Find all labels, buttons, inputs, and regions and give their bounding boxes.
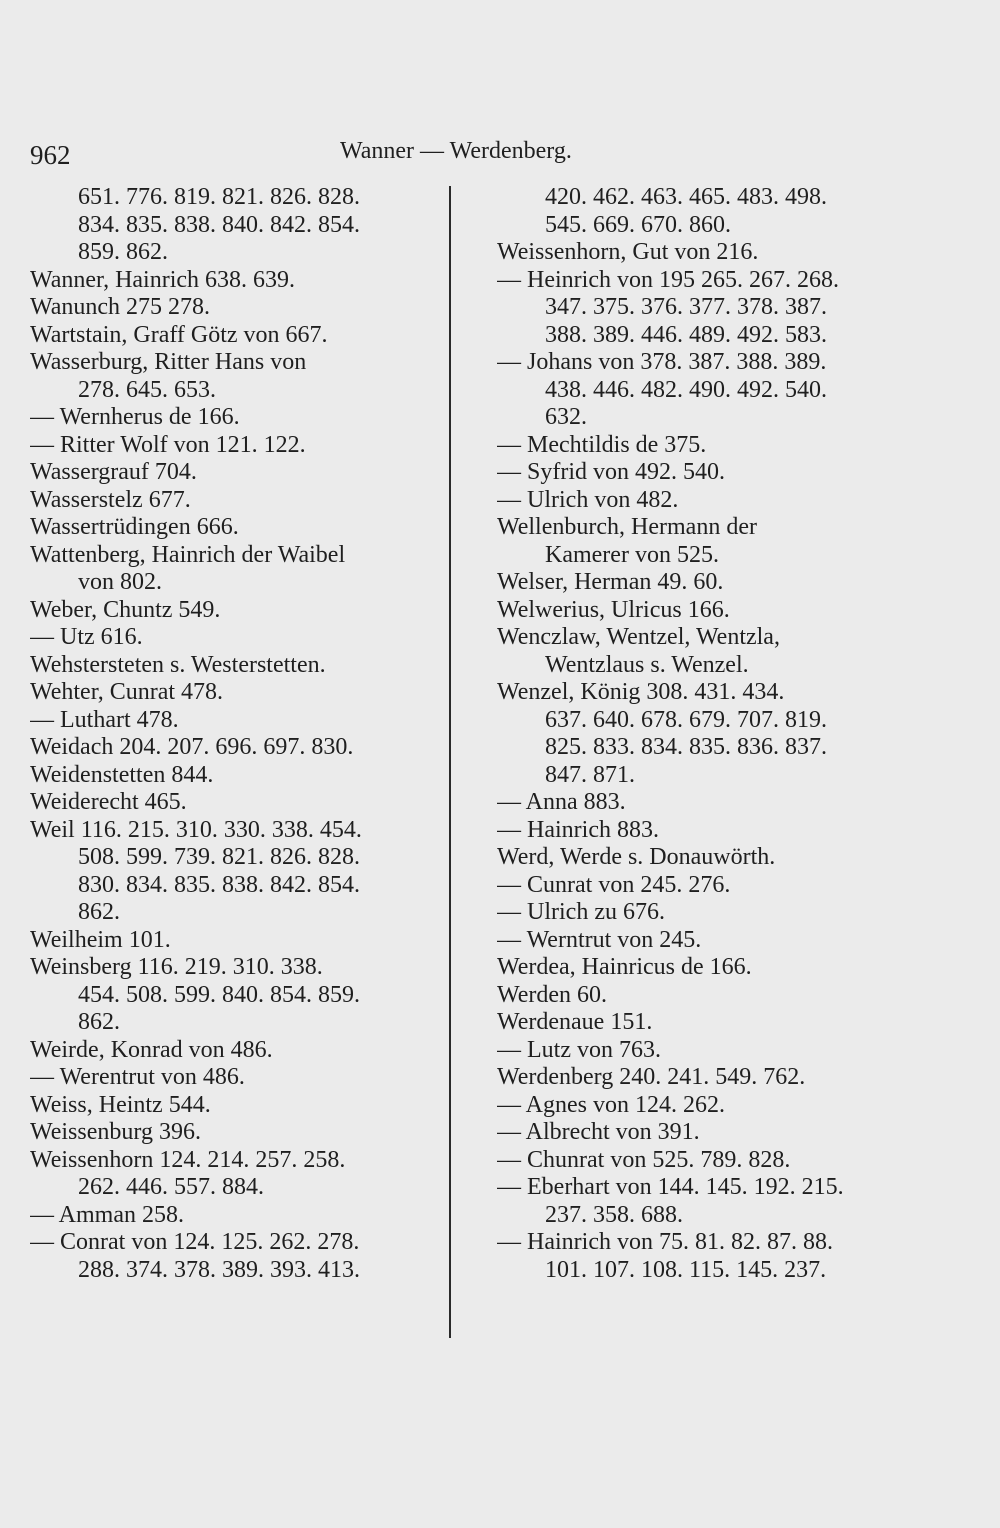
index-line: Kamerer von 525. — [545, 541, 719, 568]
index-line: Werdenaue 151. — [497, 1009, 653, 1035]
index-line: 862. — [78, 1009, 120, 1035]
index-line: Wattenberg, Hainrich der Waibel — [30, 541, 346, 568]
index-line: 347. 375. 376. 377. 378. 387. — [545, 294, 827, 320]
index-line: 101. 107. 108. 115. 145. 237. — [545, 1256, 827, 1283]
index-line: Wasserburg, Ritter Hans von — [30, 349, 307, 375]
index-line: Wassertrüdingen 666. — [30, 514, 239, 540]
index-line: — Heinrich von 195 265. 267. 268. — [497, 266, 839, 293]
index-line: Weissenhorn, Gut von 216. — [497, 239, 759, 265]
index-line: 454. 508. 599. 840. 854. 859. — [78, 981, 360, 1008]
index-line: 847. 871. — [545, 761, 635, 788]
index-line: — Ritter Wolf von 121. 122. — [30, 431, 306, 458]
index-line: Werdea, Hainricus de 166. — [497, 954, 752, 980]
index-line: Wentzlaus s. Wenzel. — [545, 651, 749, 678]
index-line: 825. 833. 834. 835. 836. 837. — [545, 734, 827, 760]
index-line: Wehter, Cunrat 478. — [30, 679, 224, 705]
index-line: von 802. — [78, 569, 162, 595]
index-line: Wenczlaw, Wentzel, Wentzla, — [497, 624, 780, 650]
right-column — [497, 184, 937, 1284]
index-line: 651. 776. 819. 821. 826. 828. — [78, 184, 360, 210]
index-line: — Luthart 478. — [30, 706, 179, 733]
index-line: 237. 358. 688. — [545, 1201, 683, 1228]
index-line: — Amman 258. — [30, 1201, 184, 1228]
index-line: Weinsberg 116. 219. 310. 338. — [30, 954, 323, 980]
running-head: Wanner — Werdenberg. — [340, 138, 572, 164]
index-line: — Utz 616. — [30, 624, 143, 650]
index-line: Werdenberg 240. 241. 549. 762. — [497, 1064, 806, 1090]
index-line: — Chunrat von 525. 789. 828. — [497, 1146, 791, 1173]
index-line: Weiss, Heintz 544. — [30, 1091, 211, 1118]
index-line: Wanunch 275 278. — [30, 294, 211, 320]
index-line: — Conrat von 124. 125. 262. 278. — [30, 1229, 360, 1255]
index-line: — Ulrich zu 676. — [497, 899, 665, 925]
index-line: 545. 669. 670. 860. — [545, 211, 731, 238]
index-line: — Cunrat von 245. 276. — [497, 871, 731, 898]
index-line: Weissenhorn 124. 214. 257. 258. — [30, 1146, 346, 1173]
index-line: 637. 640. 678. 679. 707. 819. — [545, 706, 827, 733]
index-line: Weidenstetten 844. — [30, 761, 214, 788]
index-line: — Albrecht von 391. — [497, 1119, 700, 1145]
index-line: — Ulrich von 482. — [497, 486, 679, 513]
index-line: 830. 834. 835. 838. 842. 854. — [78, 871, 360, 898]
index-line: — Werntrut von 245. — [497, 926, 702, 953]
index-line: Wehstersteten s. Westerstetten. — [30, 651, 326, 678]
index-line: Welser, Herman 49. 60. — [497, 569, 724, 595]
index-line: Wellenburch, Hermann der — [497, 514, 757, 540]
index-line: Welwerius, Ulricus 166. — [497, 596, 730, 623]
left-column — [30, 184, 430, 1284]
index-line: Weilheim 101. — [30, 926, 171, 953]
index-line: 388. 389. 446. 489. 492. 583. — [545, 321, 827, 348]
index-line: 834. 835. 838. 840. 842. 854. — [78, 211, 360, 238]
index-line: Weber, Chuntz 549. — [30, 596, 221, 623]
index-line: 508. 599. 739. 821. 826. 828. — [78, 844, 360, 870]
index-line: Wassergrauf 704. — [30, 459, 197, 485]
index-line: 420. 462. 463. 465. 483. 498. — [545, 184, 827, 210]
index-line: Werd, Werde s. Donauwörth. — [497, 844, 776, 870]
index-line: — Hainrich 883. — [497, 816, 659, 843]
index-line: Wanner, Hainrich 638. 639. — [30, 266, 296, 293]
index-line: 278. 645. 653. — [78, 376, 216, 403]
index-line: 262. 446. 557. 884. — [78, 1174, 264, 1200]
index-line: Weirde, Konrad von 486. — [30, 1036, 273, 1063]
index-line: Weidach 204. 207. 696. 697. 830. — [30, 734, 354, 760]
column-divider — [449, 186, 451, 1338]
page-number: 962 — [30, 140, 71, 170]
index-line: 438. 446. 482. 490. 492. 540. — [545, 376, 827, 403]
index-line: — Johans von 378. 387. 388. 389. — [497, 349, 827, 375]
index-line: — Anna 883. — [497, 789, 626, 815]
index-line: 288. 374. 378. 389. 393. 413. — [78, 1256, 360, 1283]
index-line: Weil 116. 215. 310. 330. 338. 454. — [30, 816, 362, 843]
index-line: — Mechtildis de 375. — [497, 431, 707, 458]
index-line: Werden 60. — [497, 981, 608, 1008]
index-line: Weiderecht 465. — [30, 789, 187, 815]
index-line: 862. — [78, 899, 120, 925]
index-line: 859. 862. — [78, 239, 168, 265]
index-line: Wenzel, König 308. 431. 434. — [497, 679, 785, 705]
index-line: Wartstain, Graff Götz von 667. — [30, 321, 328, 348]
index-line: Weissenburg 396. — [30, 1119, 201, 1145]
index-line: — Agnes von 124. 262. — [497, 1091, 725, 1118]
index-line: — Werentrut von 486. — [30, 1064, 245, 1090]
index-line: — Eberhart von 144. 145. 192. 215. — [497, 1174, 844, 1200]
index-line: — Lutz von 763. — [497, 1036, 661, 1063]
index-line: Wasserstelz 677. — [30, 486, 191, 513]
index-line: — Wernherus de 166. — [30, 404, 240, 430]
index-line: — Syfrid von 492. 540. — [497, 459, 725, 485]
index-line: 632. — [545, 404, 587, 430]
index-line: — Hainrich von 75. 81. 82. 87. 88. — [497, 1229, 833, 1255]
